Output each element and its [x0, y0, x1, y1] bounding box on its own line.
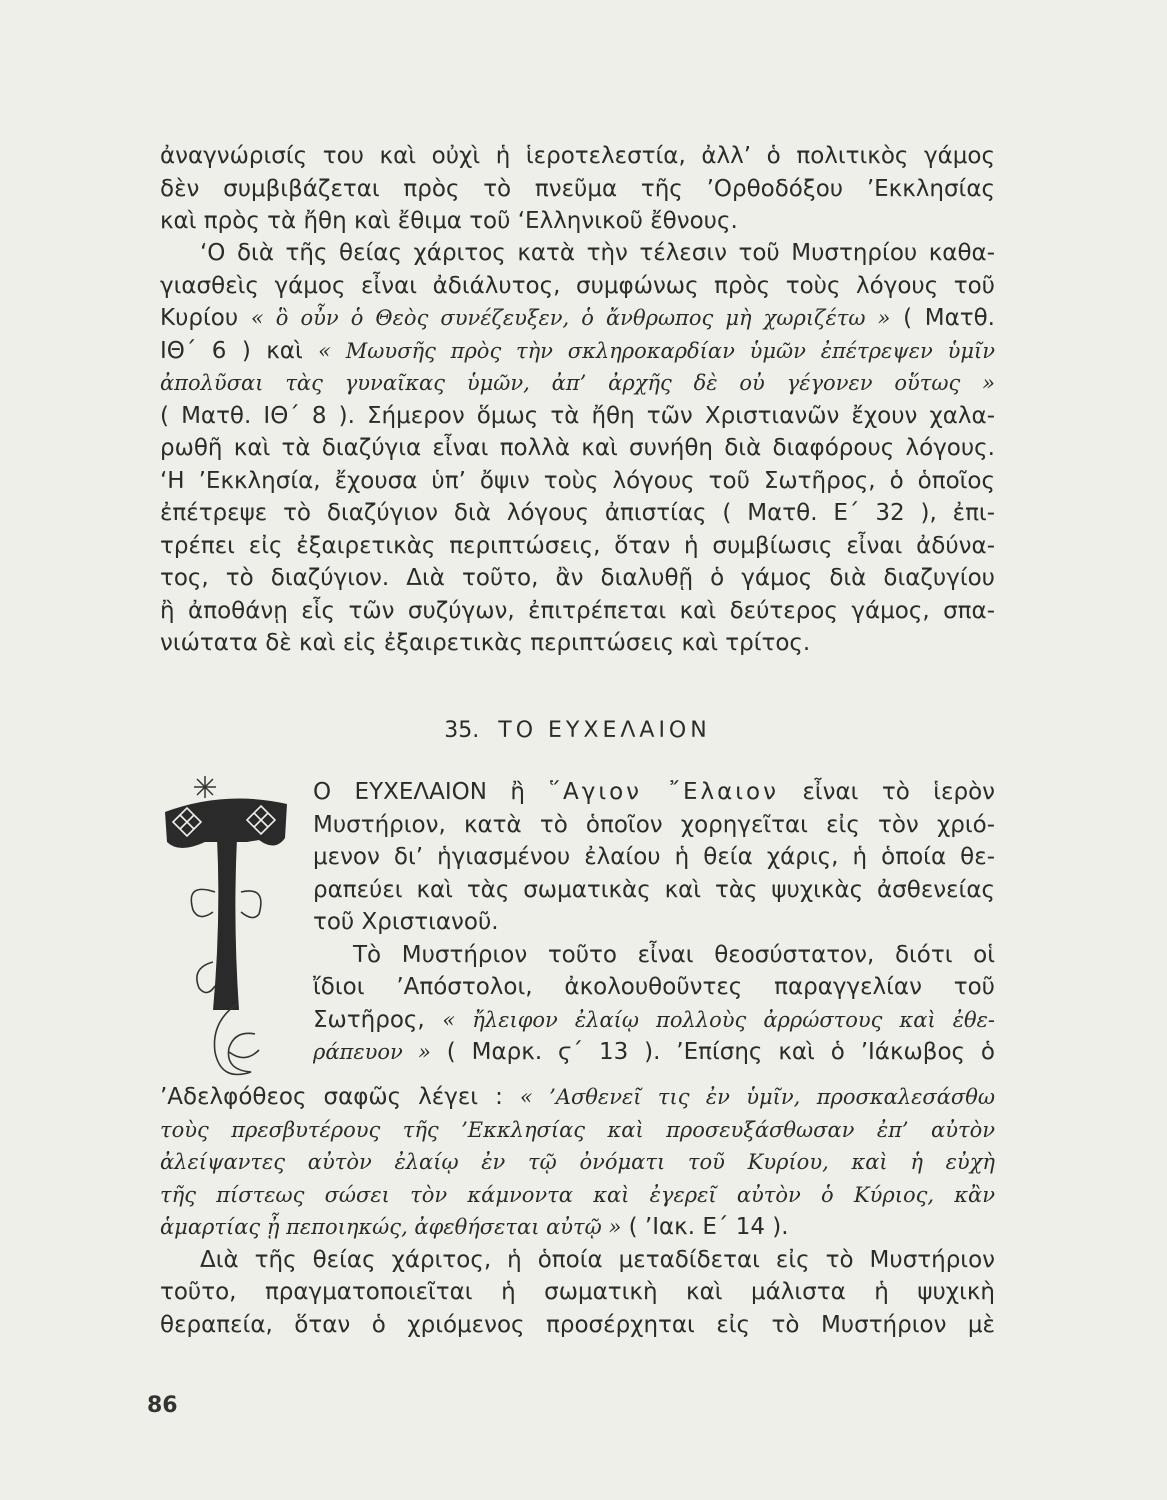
text-line: Διὰ τῆς θείας χάριτος, ἡ ὁποία μεταδίδεται εἰς τὸ Μυστήριον	[200, 1246, 995, 1273]
paragraph-marriage-continuation	[160, 140, 995, 238]
text-line: μενον δι’ ἡγιασμένου ἐλαίου ἡ θεία χάρις, ἡ ὁποία θε-	[313, 844, 995, 870]
text-line: ‘Ο διὰ τῆς θείας χάριτος κατὰ τὴν τέλεσιν τοῦ Μυστηρίου καθα-	[200, 240, 995, 266]
scripture-quote: τῆς πίστεως σώσει τὸν κάμνοντα καὶ ἐγερεῖ αὐτὸν ὁ Κύριος, κἂν	[160, 1182, 995, 1207]
text-line	[160, 1179, 995, 1212]
text-span: Σωτῆρος,	[313, 1006, 425, 1033]
scripture-quote: ἀλείψαντες αὐτὸν ἐλαίῳ ἐν τῷ ὀνόματι τοῦ Κυρίου, καὶ ἡ εὐχὴ	[160, 1150, 995, 1174]
scripture-quote: ἁμαρτίας ᾖ πεποιηκώς, ἀφεθήσεται αὐτῷ »	[160, 1215, 622, 1239]
text-line: νιώτατα δὲ καὶ εἰς ἐξαιρετικὰς περιπτώσεις καὶ τρίτος.	[160, 630, 811, 656]
text-line	[313, 776, 995, 809]
text-span: ’Αδελφόθεος σαφῶς λέγει :	[160, 1084, 503, 1110]
paragraph-james-quote	[160, 1081, 995, 1341]
dropcap-stem	[213, 838, 239, 1010]
text-line: ‘Η ’Εκκλησία, ἔχουσα ὑπ’ ὄψιν τοὺς λόγους τοῦ Σωτῆρος, ὁ ὁποῖος	[160, 467, 995, 494]
scripture-quote: « ἤλειφον ἐλαίῳ πολλοὺς ἀρρώστους καὶ ἐθε-	[442, 1007, 995, 1032]
text-line: ἀναγνώρισίς του καὶ οὐχὶ ἡ ἱεροτελεστία, ἀλλ’ ὁ πολιτικὸς γάμος	[160, 143, 995, 169]
scripture-quote: « Μωυσῆς πρὸς τὴν σκληροκαρδίαν ὑμῶν ἐπέτρεψεν ὑμῖν	[318, 338, 995, 363]
citation: ΙΘ΄ 6 ) καὶ	[160, 337, 303, 364]
text-line	[313, 1036, 995, 1069]
text-line: Τὸ Μυστήριον τοῦτο εἶναι θεοσύστατον, διότι οἱ	[353, 941, 995, 968]
text-line: καὶ πρὸς τὰ ἤθη καὶ ἔθιμα τοῦ ‘Ελληνικοῦ ἔθνους.	[160, 208, 738, 234]
text-line	[313, 1004, 995, 1037]
text-line: ἐπέτρεψε τὸ διαζύγιον διὰ λόγους ἀπιστίας ( Ματθ. Ε΄ 32 ), ἐπι-	[160, 500, 995, 526]
text-line: ἴδιοι ’Απόστολοι, ἀκολουθοῦντες παραγγελίαν τοῦ	[313, 974, 995, 1000]
text-line	[160, 335, 995, 368]
scripture-quote: ἀπολῦσαι τὰς γυναῖκας ὑμῶν, ἀπ’ ἀρχῆς δὲ οὐ γέγονεν οὕτως »	[160, 371, 995, 395]
dropcap-star-icon	[194, 776, 216, 798]
citation: ( Μαρκ. ϛ΄ 13 ). ’Επίσης καὶ ὁ ’Ιάκωβος ὁ	[446, 1039, 995, 1065]
text-line: ραπεύει καὶ τὰς σωματικὰς καὶ τὰς ψυχικὰς ἀσθενείας	[313, 876, 995, 903]
citation: ( Ματθ.	[903, 305, 995, 331]
spaced-term: ῞Αγιον ῎Ελαιον	[548, 779, 779, 805]
text-line: Μυστήριον, κατὰ τὸ ὁποῖον χορηγεῖται εἰς τὸν χριό-	[313, 811, 995, 838]
text-span: Ο ΕΥΧΕΛΑΙΟΝ ἢ	[313, 779, 526, 805]
text-line: τοῦτο, πραγματοποιεῖται ἡ σωματικὴ καὶ μάλιστα ἡ ψυχικὴ	[160, 1279, 995, 1305]
section-title: ΤΟ ΕΥΧΕΛΑΙΟΝ	[498, 718, 711, 743]
citation: ( ’Ιακ. Ε΄ 14 ).	[628, 1214, 789, 1240]
text-line	[160, 1114, 995, 1147]
text-line	[160, 1146, 995, 1179]
text-line: τοῦ Χριστιανοῦ.	[313, 909, 499, 935]
text-line: θεραπεία, ὅταν ὁ χριόμενος προσέρχηται εἰς τὸ Μυστήριον μὲ	[160, 1311, 995, 1338]
text-line: τος, τὸ διαζύγιον. Διὰ τοῦτο, ἂν διαλυθῇ ὁ γάμος διὰ διαζυγίου	[160, 565, 995, 591]
text-line: γιασθεὶς γάμος εἶναι ἀδιάλυτος, συμφώνως πρὸς τοὺς λόγους τοῦ	[160, 272, 995, 299]
scripture-quote: ράπευον »	[313, 1040, 431, 1064]
text-line: δὲν συμβιβάζεται πρὸς τὸ πνεῦμα τῆς ’Ορθοδόξου ’Εκκλησίας	[160, 175, 995, 202]
paragraph-unction-intro	[313, 776, 995, 1069]
section-heading	[160, 718, 995, 743]
ornamental-dropcap	[155, 772, 295, 1112]
text-line: ἢ ἀποθάνῃ εἷς τῶν συζύγων, ἐπιτρέπεται καὶ δεύτερος γάμος, σπα-	[160, 597, 995, 624]
scripture-quote: « ὃ οὖν ὁ Θεὸς συνέζευξεν, ὁ ἄνθρωπος μὴ χωριζέτω »	[250, 306, 891, 330]
page-number: 86	[147, 1393, 178, 1418]
text-line: τρέπει εἰς ἐξαιρετικὰς περιπτώσεις, ὅταν ἡ συμβίωσις εἶναι ἀδύνα-	[160, 532, 995, 559]
text-line	[160, 1211, 995, 1244]
text-line: ρωθῆ καὶ τὰ διαζύγια εἶναι πολλὰ καὶ συνήθη διὰ διαφόρους λόγους.	[160, 435, 995, 461]
text-line: ( Ματθ. ΙΘ΄ 8 ). Σήμερον ὅμως τὰ ἤθη τῶν Χριστιανῶν ἔχουν χαλα-	[160, 402, 995, 429]
paragraph-divorce	[160, 237, 995, 660]
text-span: εἶναι τὸ ἱερὸν	[802, 779, 995, 805]
text-line	[160, 367, 995, 400]
text-line	[160, 1081, 995, 1114]
scripture-quote: τοὺς πρεσβυτέρους τῆς ’Εκκλησίας καὶ προσευξάσθωσαν ἐπ’ αὐτὸν	[160, 1117, 995, 1142]
section-number: 35.	[444, 718, 480, 743]
text-line	[160, 302, 995, 335]
scripture-quote: « ’Ασθενεῖ τις ἐν ὑμῖν, προσκαλεσάσθω	[519, 1085, 995, 1109]
text-span: Κυρίου	[160, 305, 239, 331]
